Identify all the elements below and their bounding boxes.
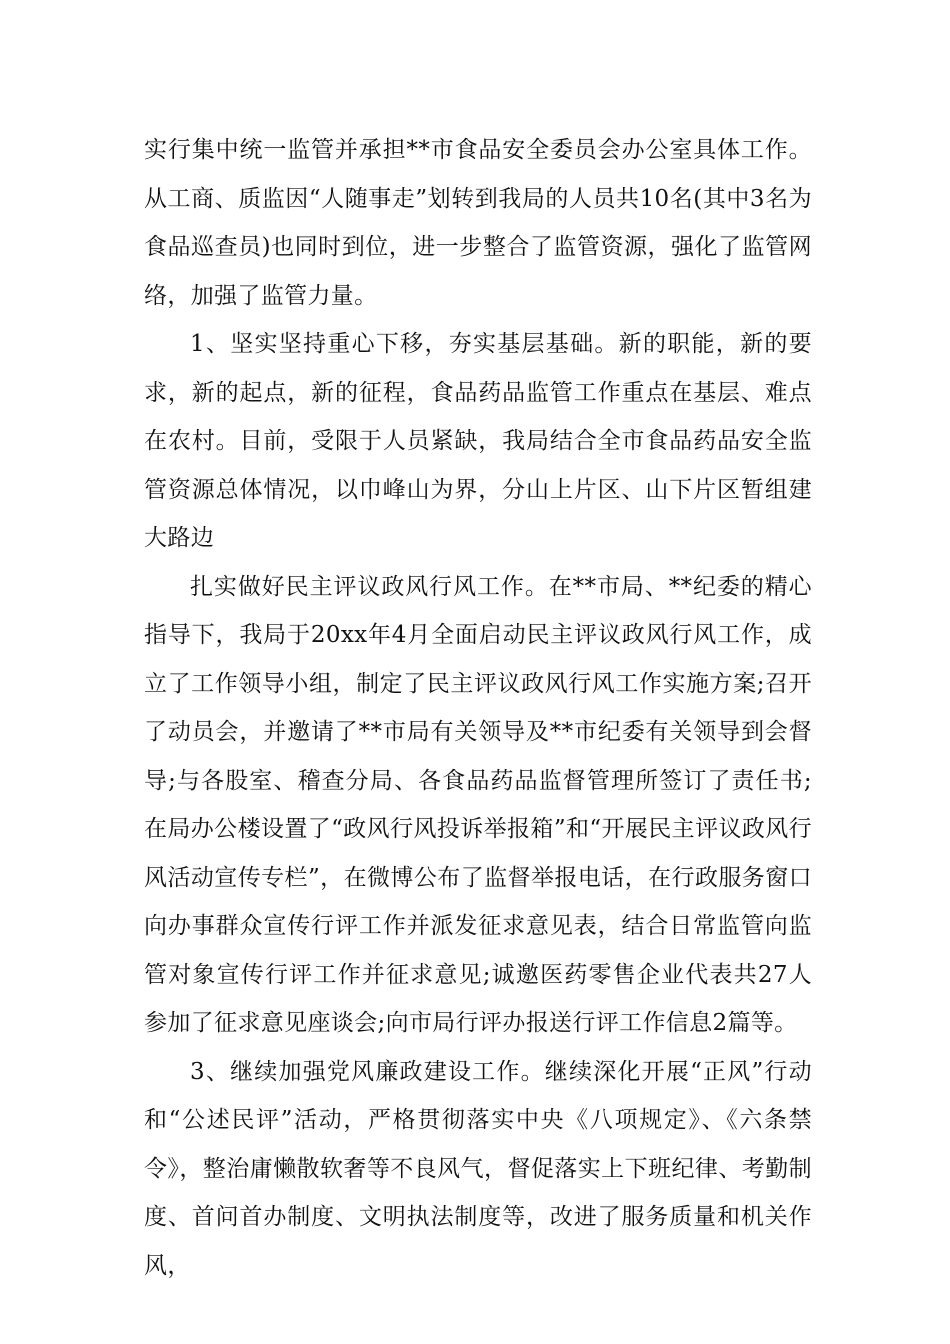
paragraph-1: 实行集中统一监管并承担**市食品安全委员会办公室具体工作。从工商、质监因“人随事走”划转到我局的人员共10名(其中3名为食品巡查员)也同时到位，进一步整合了监管资源，强化了监管网络，加强了监管力量。	[144, 137, 812, 309]
document-body	[144, 126, 812, 1290]
paragraph-4: 3、继续加强党风廉政建设工作。继续深化开展“正风”行动和“公述民评”活动，严格贯彻落实中央《八项规定》、《六条禁令》，整治庸懒散软奢等不良风气，督促落实上下班纪律、考勤制度、首问首办制度、文明执法制度等，改进了服务质量和机关作风，	[144, 1058, 812, 1279]
paragraph-3: 扎实做好民主评议政风行风工作。在**市局、**纪委的精心指导下，我局于20xx年4月全面启动民主评议政风行风工作，成立了工作领导小组，制定了民主评议政风行风工作实施方案;召开了动员会，并邀请了**市局有关领导及**市纪委有关领导到会督导;与各股室、稽查分局、各食品药品监督管理所签订了责任书;在局办公楼设置了“政风行风投诉举报箱”和“开展民主评议政风行风活动宣传专栏”，在微博公布了监督举报电话，在行政服务窗口向办事群众宣传行评工作并派发征求意见表，结合日常监管向监管对象宣传行评工作并征求意见;诚邀医药零售企业代表共27人参加了征求意见座谈会;向市局行评办报送行评工作信息2篇等。	[144, 573, 812, 1036]
paragraph-2: 1、坚实坚持重心下移，夯实基层基础。新的职能，新的要求，新的起点，新的征程，食品药品监管工作重点在基层、难点在农村。目前，受限于人员紧缺，我局结合全市食品药品安全监管资源总体情况，以巾峰山为界，分山上片区、山下片区暂组建大路边	[144, 331, 812, 551]
